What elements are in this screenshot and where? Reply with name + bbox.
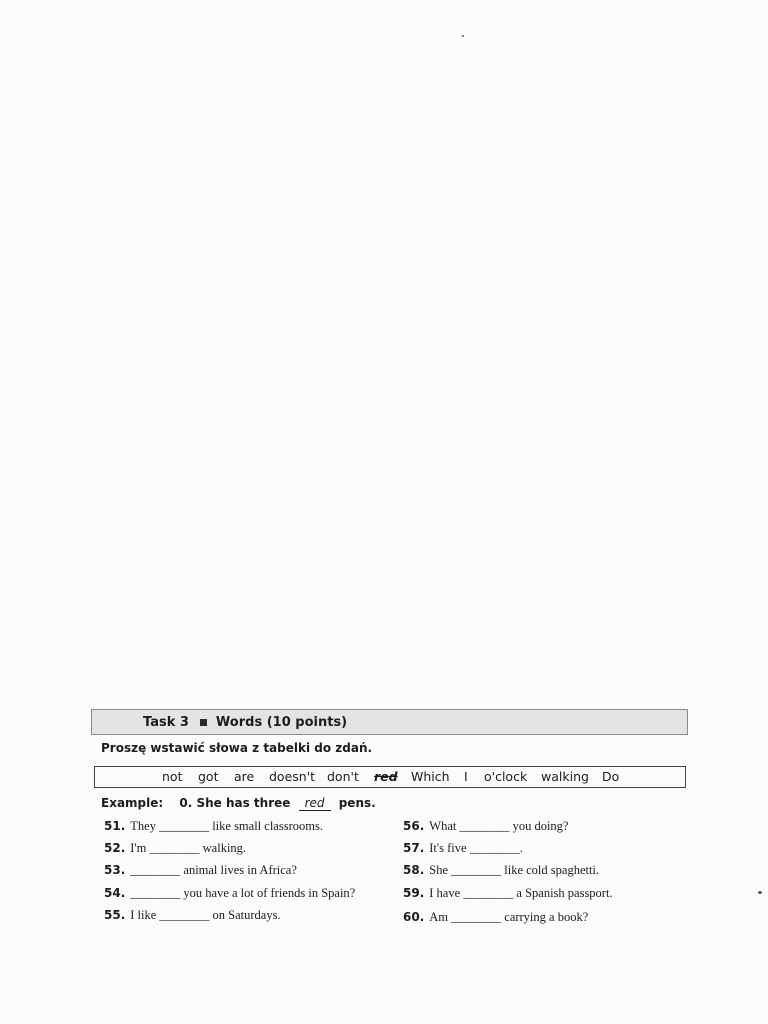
word-box-item: don't [327, 769, 359, 784]
square-bullet-icon [200, 719, 207, 726]
word-box-item: got [198, 769, 219, 784]
sentence-54 [104, 886, 355, 901]
sentence-number: 60. [403, 910, 425, 924]
word-box-item: are [234, 769, 255, 784]
sentence-53 [104, 863, 297, 878]
sentence-number: 53. [104, 863, 126, 877]
instruction: Proszę wstawić słowa z tabelki do zdań. [101, 741, 373, 755]
sentence-number: 56. [403, 819, 425, 833]
sentence-number: 58. [403, 863, 425, 877]
sentence-text: I like ________ on Saturdays. [130, 908, 281, 922]
sentence-text: I'm ________ walking. [130, 841, 247, 855]
task-title: Task 3 [143, 714, 189, 730]
scan-speck [758, 891, 762, 894]
word-box-item: I [464, 769, 468, 784]
sentence-text: She ________ like cold spaghetti. [429, 863, 600, 877]
sentence-58 [403, 863, 599, 878]
sentence-51 [104, 819, 323, 834]
word-box-item: not [162, 769, 183, 784]
sentence-55 [104, 908, 281, 923]
sentence-number: 52. [104, 841, 126, 855]
sentence-60 [403, 910, 588, 925]
word-box-item: o'clock [484, 769, 528, 784]
example-before: 0. She has three [179, 796, 291, 810]
word-box-item: Do [602, 769, 620, 784]
task-heading: Words (10 points) [215, 714, 348, 730]
sentence-56 [403, 819, 568, 834]
task-header [91, 709, 688, 735]
sentence-number: 54. [104, 886, 126, 900]
example [101, 796, 376, 811]
sentence-52 [104, 841, 246, 856]
example-label: Example: [101, 796, 164, 810]
word-box [94, 766, 686, 788]
scan-speck [462, 35, 464, 37]
sentence-text: ________ you have a lot of friends in Spain? [130, 886, 356, 900]
word-box-item-struck: red [374, 769, 398, 784]
word-box-item: Which [411, 769, 450, 784]
sentence-57 [403, 841, 523, 856]
sentence-text: I have ________ a Spanish passport. [429, 886, 613, 900]
sentence-text: ________ animal lives in Africa? [130, 863, 297, 877]
sentence-number: 55. [104, 908, 126, 922]
sentence-text: Am ________ carrying a book? [429, 910, 589, 924]
word-box-item: walking [541, 769, 589, 784]
sentence-59 [403, 886, 613, 901]
sentence-text: It's five ________. [429, 841, 523, 855]
sentence-number: 51. [104, 819, 126, 833]
example-answer: red [299, 796, 331, 811]
sentence-text: What ________ you doing? [429, 819, 569, 833]
example-after: pens. [338, 796, 376, 810]
sentence-text: They ________ like small classrooms. [130, 819, 323, 833]
sentence-number: 59. [403, 886, 425, 900]
sentence-number: 57. [403, 841, 425, 855]
word-box-item: doesn't [269, 769, 316, 784]
